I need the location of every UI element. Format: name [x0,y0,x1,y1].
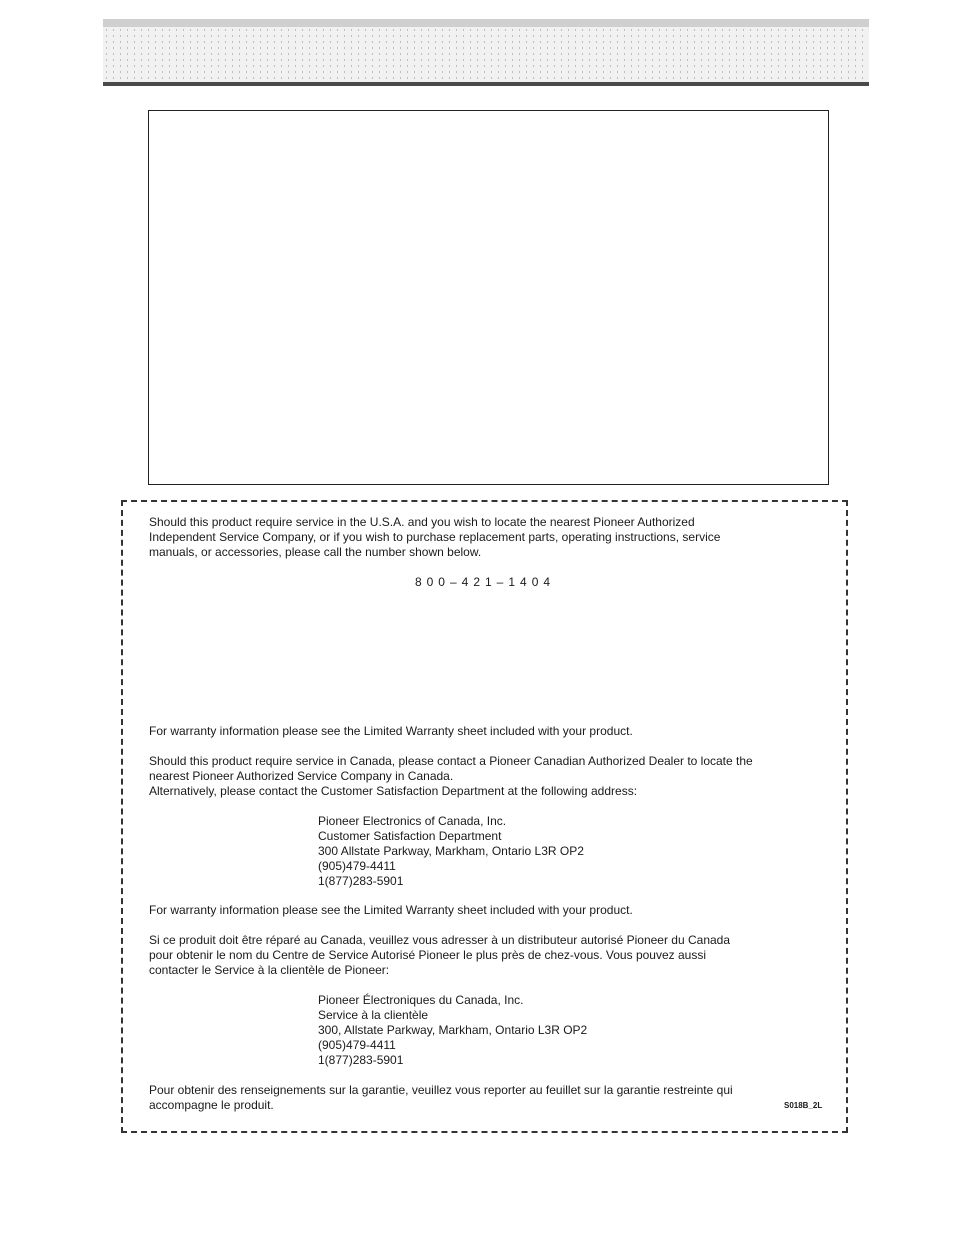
canada-en-service-line: nearest Pioneer Authorized Service Company in Canada. [149,769,454,783]
phone-line: (905)479-4411 [318,1038,396,1052]
canada-en-service-line: Alternatively, please contact the Customer Satisfaction Department at the following address: [149,784,638,798]
phone-line: 1(877)283-5901 [318,1053,404,1067]
canada-fr-service-line: pour obtenir le nom du Centre de Service Autorisé Pioneer le plus près de chez-vous. Vous pouvez aussi [149,948,706,962]
us-service-line: Should this product require service in the U.S.A. and you wish to locate the nearest Pioneer Authorized [149,515,695,529]
address-line: 300 Allstate Parkway, Markham, Ontario L3R OP2 [318,844,584,858]
us-warranty-note: For warranty information please see the Limited Warranty sheet included with your product. [149,724,633,738]
blank-notice-box [148,110,829,485]
canada-en-service-line: Should this product require service in Canada, please contact a Pioneer Canadian Authorized Dealer to locate the [149,754,753,768]
header-rule [103,82,869,86]
canada-fr-service-paragraph [149,933,730,978]
canada-fr-service-line: Si ce produit doit être réparé au Canada, veuillez vous adresser à un distributeur autorisé Pioneer du Canada [149,933,731,947]
canada-fr-warranty-note [149,1083,733,1113]
phone-line: (905)479-4411 [318,859,396,873]
canada-en-warranty-note: For warranty information please see the Limited Warranty sheet included with your product. [149,903,633,917]
us-service-line: Independent Service Company, or if you wish to purchase replacement parts, operating instructions, service [149,530,721,544]
us-service-paragraph [149,515,720,560]
address-line: Pioneer Electronics of Canada, Inc. [318,814,507,828]
canada-en-address [318,814,584,889]
address-line: 300, Allstate Parkway, Markham, Ontario L3R OP2 [318,1023,588,1037]
canada-fr-warranty-line: Pour obtenir des renseignements sur la garantie, veuillez vous reporter au feuillet sur la garantie restreinte qui [149,1083,733,1097]
us-service-line: manuals, or accessories, please call the number shown below. [149,545,482,559]
address-line: Customer Satisfaction Department [318,829,502,843]
canada-fr-warranty-line: accompagne le produit. [149,1098,274,1112]
canada-fr-service-line: contacter le Service à la clientèle de Pioneer: [149,963,390,977]
us-service-phone: 800–421–1404 [414,575,556,589]
canada-fr-address [318,993,587,1068]
address-line: Service à la clientèle [318,1008,429,1022]
phone-line: 1(877)283-5901 [318,874,404,888]
address-line: Pioneer Électroniques du Canada, Inc. [318,993,524,1007]
header-band [103,19,869,82]
canada-en-service-paragraph [149,754,753,799]
document-code: S018B_2L [784,1101,823,1110]
